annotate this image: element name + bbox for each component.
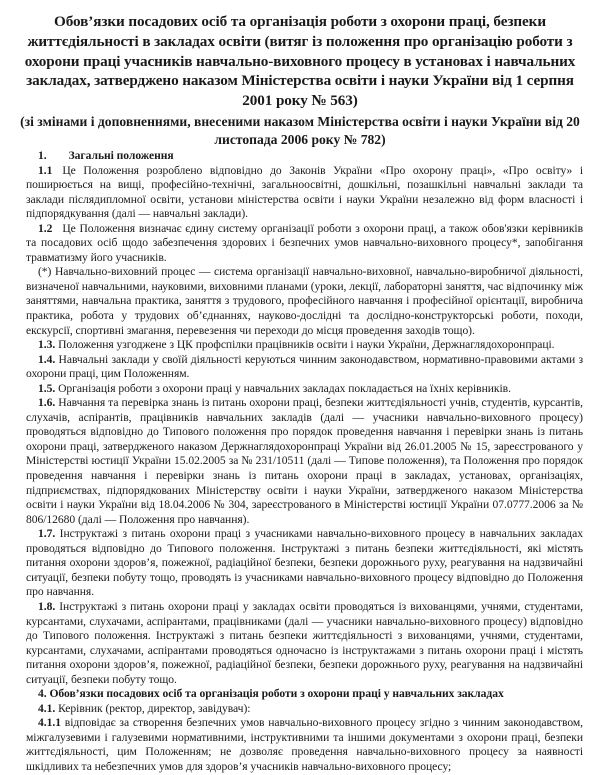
section-number: 1. — [38, 149, 47, 162]
paragraph-text: Навчально-виховний процес — система організації навчально-виховної, навчально-виробничої діяльності, визначеної навчальними, науковими, виховними планами (уроки, лекції, лабораторні заняття, час відпочинку між заняттями, навчальна практика, заняття з трудового, професійного навчання і професійної орієнтації, виробнича практика, робота у трудових об’єднаннях, науково-дослідні та дослідно-конструкторські роботи, походи, екскурсії, спортивні змагання, перевезення чи переходи до місця проведення заходів тощо). — [26, 265, 583, 337]
paragraph-text: Це Положення визначає єдину систему організації роботи з охорони праці, а також обов'язки керівників та посадових осіб щодо забезпечення здорових і безпечних умов навчально-виховного процесу*, запобігання травматизму його учасників. — [26, 221, 583, 264]
paragraph-number: 1.7. — [38, 527, 56, 541]
paragraph-text: Інструктажі з питань охорони праці у закладах освіти проводяться із вихованцями, учнями, студентами, курсантами, слухачами, аспірантами, працівниками (далі — учасники навчально-виховного процесу) відповідно до Типового положення. Інструктажі з питань безпеки життєдіяльності з вихованцями, учнями, студентами, курсантами, слухачами, аспірантами проводяться одночасно із інструктажами з питань охорони праці і містять питання охорони здоров’я, пожежної, радіаційної безпеки, безпеки дорожнього руху, реагування на надзвичайні ситуації, безпеки побуту тощо. — [26, 599, 583, 686]
paragraph-number: 1.1 — [38, 163, 53, 177]
paragraph-text: Інструктажі з питань охорони праці з учасниками навчально-виховного процесу в навчальних закладах проводяться відповідно до Типового положення. Інструктажі з питань безпеки життєдіяльності, які містять питання охорони здоров’я, пожежної, радіаційної безпеки, безпеки дорожнього руху, реагування на надзвичайні ситуації, безпеки побуту тощо, проводять із учасниками навчально-виховного процесу відповідно до Положення про навчання. — [26, 527, 583, 599]
paragraph-4-1 — [26, 702, 583, 717]
paragraph-number: 1.4. — [38, 352, 56, 366]
paragraph-text: Керівник (ректор, директор, завідувач): — [58, 701, 251, 715]
section-1-heading — [26, 149, 583, 164]
section-4-heading: 4. Обов’язки посадових осіб та організація роботи з охорони праці у навчальних закладах — [38, 687, 504, 701]
section-heading-text: Загальні положення — [68, 149, 174, 162]
paragraph-number: 1.3. — [38, 338, 56, 352]
document-subtitle: (зі змінами і доповненнями, внесеними наказом Міністерства освіти і науки України від 20 листопада 2006 року № 782) — [20, 114, 580, 147]
paragraph-text: Навчання та перевірка знань із питань охорони праці, безпеки життєдіяльності учнів, студентів, курсантів, слухачів, аспірантів, працівників навчальних закладів (далі — учасники навчально-виховного процесу) проводяться відповідно до Типового положення про порядок проведення навчання і перевірки знань із питань охорони праці, затвердженого наказом Держнаглядохоронпраці України від 26.01.2005 № 15, зареєстрованого у Міністерстві юстиції України 15.02.2005 за № 231/10511 (далі — Типове положення), та Положення про порядок проведення навчання і перевірки знань із питань охорони праці в закладах, установах, організаціях, підприємствах, підпорядкованих Міністерству освіти і науки України, затвердженого наказом Міністерства освіти і науки України від 18.04.2006 № 304, зареєстрованого в Міністерстві юстиції України 07.0777.2006 за № 806/12680 (далі — Положення про навчання). — [26, 396, 583, 526]
paragraph-1-5 — [26, 382, 583, 397]
paragraph-1-7 — [26, 527, 583, 600]
paragraph-1-3 — [26, 338, 583, 353]
paragraph-number: 1.8. — [38, 599, 56, 613]
paragraph-1-1 — [26, 164, 583, 222]
paragraph-text: відповідає за створення безпечних умов навчально-виховного процесу згідно з чинним законодавством, міжгалузевими і галузевими нормативними, інструктивними та іншими документами з охорони праці, безпеки життєдіяльності, цим Положенням; не дозволяє проведення навчально-виховного процесу за наявності шкідливих та небезпечних умов для здоров’я учасників навчально-виховного процесу; — [26, 716, 583, 773]
paragraph-1-6 — [26, 396, 583, 527]
document-body — [26, 149, 583, 775]
paragraph-text: Положення узгоджене з ЦК профспілки працівників освіти і науки України, Держнаглядохоронпраці. — [58, 338, 555, 352]
paragraph-number: 1.5. — [38, 381, 56, 395]
paragraph-text: Організація роботи з охорони праці у навчальних закладах покладається на їхніх керівників. — [58, 381, 511, 395]
footnote-marker: (*) — [38, 265, 52, 279]
paragraph-number: 4.1.1 — [38, 716, 61, 730]
paragraph-number: 1.2 — [38, 221, 53, 235]
paragraph-1-4 — [26, 353, 583, 382]
paragraph-text: Навчальні заклади у своїй діяльності керуються чинним законодавством, нормативно-правовими актами з охорони праці, цим Положенням. — [26, 352, 583, 381]
document-title: Обов’язки посадових осіб та організація роботи з охорони праці, безпеки життєдіяльності в закладах освіти (витяг із положення про організацію роботи з охорони праці учасників навчально-виховного процесу в установах і навчальних закладах, затверджено наказом Міністерства освіти і науки України від 1 серпня 2001 року № 563) — [24, 13, 576, 110]
paragraph-4-1-1 — [26, 716, 583, 774]
paragraph-1-8 — [26, 600, 583, 687]
paragraph-1-2 — [26, 222, 583, 266]
footnote-paragraph — [26, 265, 583, 338]
paragraph-text: Це Положення розроблено відповідно до Законів України «Про охорону праці», «Про освіту» і поширюється на вищі, професійно-технічні, загальноосвітні, дошкільні, позашкільні навчальні заклади та заклади післядипломної освіти, установи міністерства освіти і науки України незалежно від форм власності і підпорядкування (далі — навчальні заклади). — [26, 163, 583, 221]
paragraph-number: 1.6. — [38, 396, 56, 410]
paragraph-number: 4.1. — [38, 701, 56, 715]
